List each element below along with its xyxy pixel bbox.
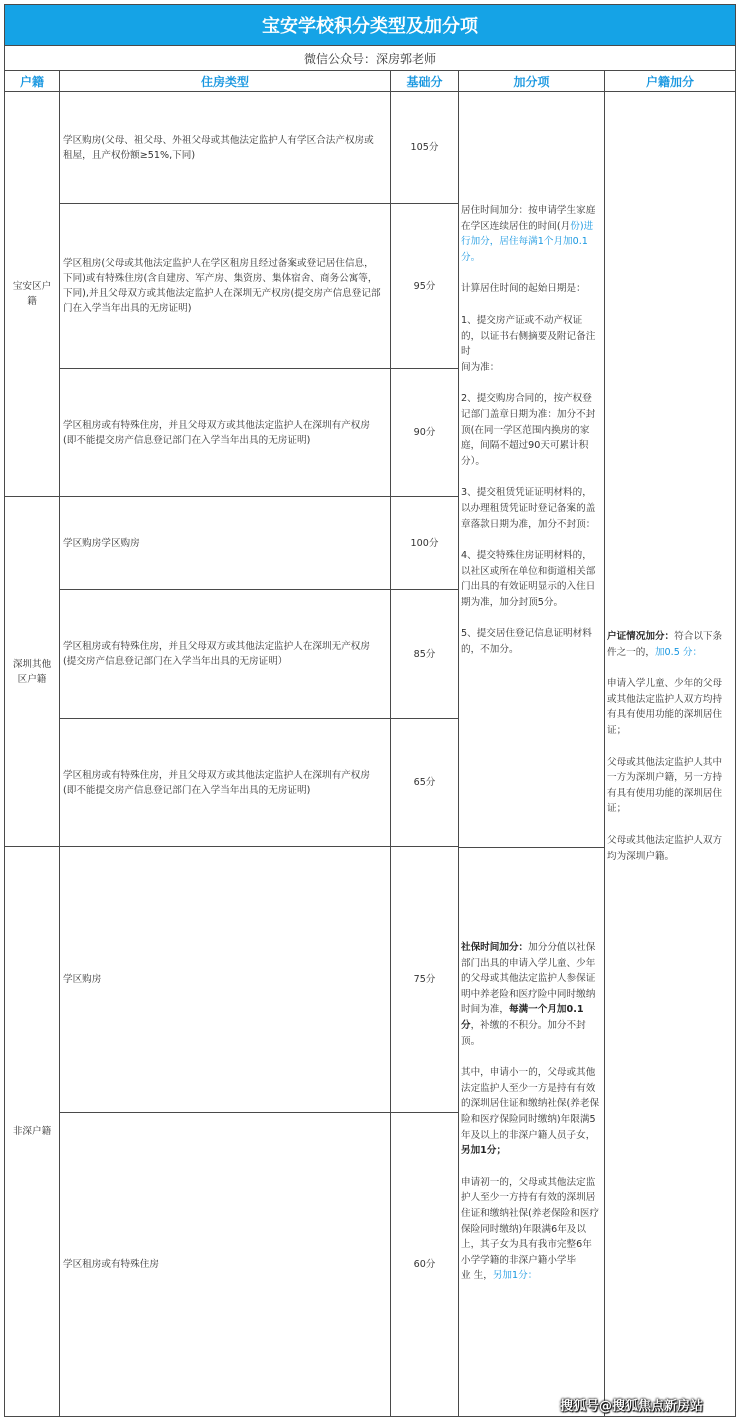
table-row-housing-type: 学区租房(父母或其他法定监护人在学区租房且经过备案或登记居住信息，下同)或有特殊住房(含自建房、军产房、集资房、集体宿舍、商务公寓等，下同),并且父母双方或其他法定监护人在深圳无产权房(提交房产信息登记部门在入学当年出具的无房证明) — [60, 204, 391, 369]
bonus-social-label: 社保时间加分： — [461, 942, 529, 953]
header-base-score: 基础分 — [391, 70, 459, 92]
header-housing-type: 住房类型 — [60, 70, 391, 92]
header-bonus-item: 加分项 — [459, 70, 605, 92]
base-score: 95分 — [391, 204, 459, 369]
bonus-residence-item2c: 分）。 — [461, 455, 485, 467]
base-score: 60分 — [391, 1113, 459, 1417]
subtitle: 微信公众号：深房郭老师 — [4, 46, 736, 70]
bonus-huji-text: 符合以下条件之一的， — [607, 631, 723, 658]
base-score: 90分 — [391, 369, 459, 497]
bonus-huji-item1: 申请入学儿童、少年的父母或其他法定监护人双方均持有具有使用功能的深圳居住证； — [607, 678, 723, 736]
bonus-residence-item1a: 1、提交房产证或不动产权证的，以证书右侧摘要及附记备注时 — [461, 314, 596, 358]
bonus-residence-item3a: 3、提交租赁凭证证明材料的，以办理租赁凭证时登记备案的盖 — [461, 487, 596, 514]
header-huji-bonus: 户籍加分 — [605, 70, 736, 92]
bonus-social-para2-bonus: 另加1分； — [461, 1145, 507, 1157]
bonus-social-para3a: 申请初一的，父母或其他法定监护人至少一方持有有效的深圳居住证和缴纳社保(养老保险和医疗保险同时缴纳)年限满6年及以上，其子女为具有我市完整6年小学学籍的非深户籍小学毕 — [461, 1176, 600, 1266]
table-row-housing-type: 学区购房学区购房 — [60, 497, 391, 590]
bonus-huji-rate: 加0.5 分： — [654, 646, 703, 658]
table-row-housing-type: 学区购房 — [60, 847, 391, 1113]
table-row-housing-type: 学区租房或有特殊住房 — [60, 1113, 391, 1417]
bonus-residence-rate: 份)进行加分，居住每满1个月加0.1分。 — [461, 220, 594, 263]
group-label-baoan: 宝安区户籍 — [4, 92, 60, 497]
base-score: 100分 — [391, 497, 459, 590]
base-score: 85分 — [391, 590, 459, 719]
bonus-social-rate: 每满一个月加0.1分 — [461, 1004, 584, 1031]
bonus-residence-item3b: 章落款日期为准，加分不封顶： — [461, 518, 596, 530]
base-score: 75分 — [391, 847, 459, 1113]
watermark: 搜狐号@搜狐焦点新房站 — [560, 1399, 704, 1414]
bonus-residence-item4a: 4、提交特殊住房证明材料的，以社区或所在单位和街道相关部 — [461, 550, 596, 577]
bonus-social-cell — [459, 847, 605, 1417]
bonus-residence-cell — [459, 92, 605, 847]
group-label-non-shenzhen: 非深户籍 — [4, 847, 60, 1417]
bonus-residence-intro: 居住时间加分：按申请学生家庭在学区连续居住的时间(月 — [461, 205, 596, 232]
bonus-huji-item2: 父母或其他法定监护人其中一方为深圳户籍，另一方持有具有使用功能的深圳居住证； — [607, 756, 723, 815]
bonus-social-text2: ，补缴的不积分。加分不封 — [470, 1019, 586, 1031]
bonus-huji-label: 户证情况加分： — [607, 631, 675, 642]
table-row-housing-type: 学区购房(父母、祖父母、外祖父母或其他法定监护人有学区合法产权房或租屋，且产权份额≥51%,下同) — [60, 92, 391, 204]
bonus-social-text3: 顶。 — [461, 1035, 481, 1047]
header-huji: 户籍 — [4, 70, 60, 92]
table-row-housing-type: 学区租房或有特殊住房，并且父母双方或其他法定监护人在深圳无产权房(提交房产信息登记部门在入学当年出具的无房证明） — [60, 590, 391, 719]
group-label-shenzhen-other: 深圳其他区户籍 — [4, 497, 60, 847]
page-title: 宝安学校积分类型及加分项 — [4, 4, 736, 46]
bonus-residence-start: 计算居住时间的起始日期是： — [461, 283, 586, 295]
base-score: 105分 — [391, 92, 459, 204]
bonus-huji-item3b: 均为深圳户籍。 — [607, 850, 675, 862]
bonus-residence-item2b: 顶(在同一学区范围内换房的家庭，间隔不超过90天可累计积 — [461, 424, 590, 452]
bonus-social-para2: 其中，申请小一的，父母或其他法定监护人至少一方是持有有效的深圳居住证和缴纳社保(养老保险和医疗保险同时缴纳)年限满5年及以上的非深户籍人员子女， — [461, 1067, 600, 1141]
bonus-residence-item5: 5、提交居住登记信息证明材料的，不加分。 — [461, 628, 592, 656]
bonus-residence-item1b: 间为准： — [461, 361, 500, 373]
bonus-residence-item2a: 2、提交购房合同的，按产权登记部门盖章日期为准：加分不封 — [461, 393, 596, 420]
bonus-residence-item4b: 门出具的有效证明显示的入住日期为准，加分封顶5分。 — [461, 581, 596, 608]
bonus-social-para3b: 业 生， — [461, 1270, 493, 1282]
bonus-social-para3-bonus: 另加1分： — [492, 1270, 538, 1282]
table-row-housing-type: 学区租房或有特殊住房，并且父母双方或其他法定监护人在深圳有产权房(即不能提交房产信息登记部门在入学当年出具的无房证明) — [60, 719, 391, 847]
bonus-social-text1: 加分分值以社保部门出具的申请入学儿童、少年的父母或其他法定监护人参保证明中养老险和医疗险中同时缴纳时间为准， — [461, 942, 596, 1016]
table-row-housing-type: 学区租房或有特殊住房，并且父母双方或其他法定监护人在深圳有产权房(即不能提交房产信息登记部门在入学当年出具的无房证明) — [60, 369, 391, 497]
bonus-huji-cell — [605, 92, 736, 1417]
bonus-huji-item3a: 父母或其他法定监护人双方 — [607, 834, 723, 846]
base-score: 65分 — [391, 719, 459, 847]
